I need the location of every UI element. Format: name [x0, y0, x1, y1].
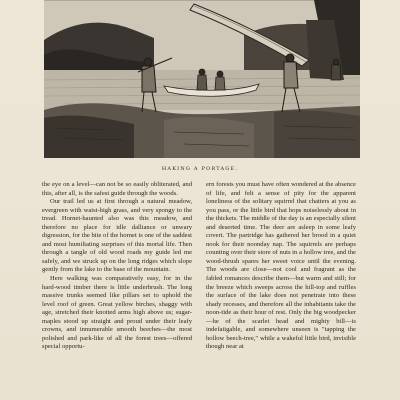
right-text-column	[206, 181, 356, 352]
portage-engraving	[44, 0, 360, 158]
figure-caption: HAKING A PORTAGE.	[161, 166, 239, 172]
paragraph: Our trail led us at first through a natural meadow, evergreen with waist-high grass, and very spongy to the tread. Hornet-haunted also was this meadow, and therefore no place for idle dalliance or unwary digression, for the bite of the hornet is one of the saddest and most humiliating surprises of this mortal life. Then through a tangle of old wood roads my guide led me safely, and we struck up on the long ridges which slope gently from the lake to the base of the mountain.	[42, 198, 192, 274]
paragraph: the eye on a level—can not be so easily obliterated, and this, after all, is the safest guide through the woods.	[42, 181, 192, 197]
paragraph: Here walking was comparatively easy, for in the hard-wood timber there is little underbrush. The long massive trunks seemed like pillars set to uphold the level roof of green. Great yellow birches, shaggy with age, stretched their knotted arms high above us; sugar-maples stood up straight and proud under their leafy crowns, and innumerable smooth beeches—the most polished and park-like of all the forest trees—offered special opportu-	[42, 275, 192, 351]
portage-engraving-art	[44, 0, 360, 158]
left-text-column	[42, 181, 192, 352]
paragraph: ern forests you must have often wondered at the absence of life, and felt a sense of pity for the apparent loneliness of the solitary squirrel that chatters at you as you pass, or the little bird that hops noiselessly about in the thickets. The middle of the day is an especially silent and deserted time. The deer are asleep in some leafy covert. The partridge has gathered her brood in a quiet nook for their noonday nap. The squirrels are perhaps counting over their store of nuts in a hollow tree, and the wood-thrush spares her sweet voice until the evening. The woods are close—not cool and fragrant as the fabled romances describe them—but warm and still; for the breeze which sweeps across the hill-top and ruffles the surface of the lake does not penetrate into these shady recesses, and therefore all the inhabitants take the noon-tide as their hour of rest. Only the big woodpecker—he of the scarlet head and mighty bill—is indefatigable, and somewhere unseen is "tapping the hollow beech-tree," while a wakeful little bird, invisible though near at	[206, 181, 356, 351]
